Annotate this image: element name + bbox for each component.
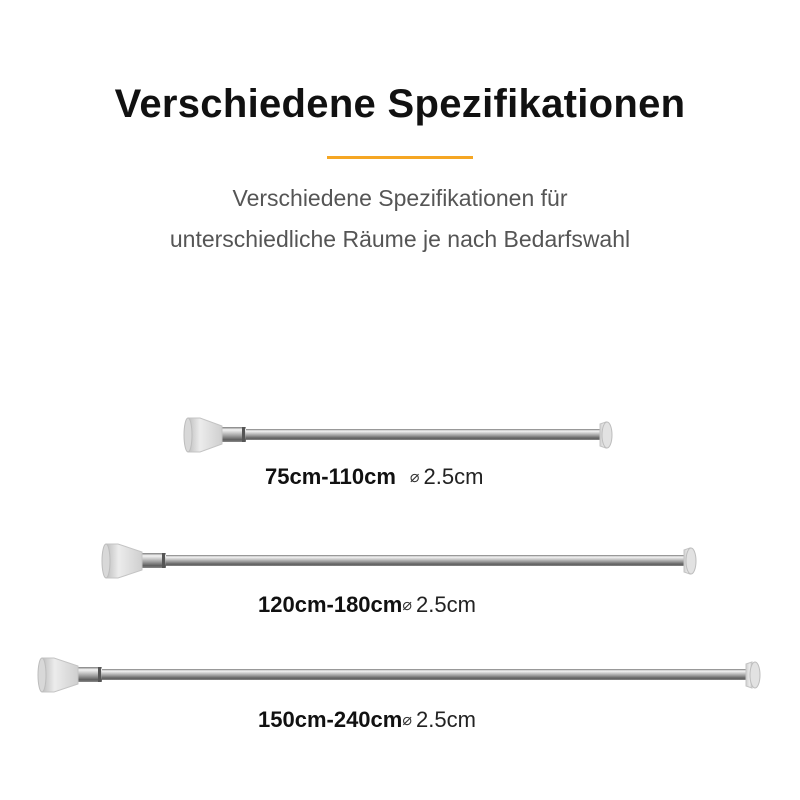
diameter-icon: ⌀ — [402, 712, 412, 729]
rod-size: 120cm-180cm — [258, 592, 403, 617]
rod-label-small — [265, 464, 483, 490]
rod-size: 150cm-240cm — [258, 707, 403, 732]
rod-size: 75cm-110cm — [265, 464, 396, 489]
tension-rod-medium — [100, 540, 702, 584]
rod-diameter: 2.5cm — [415, 707, 476, 732]
diameter-icon: ⌀ — [409, 469, 420, 486]
rod-label-medium — [258, 592, 476, 618]
subtitle-line-2: unterschiedliche Räume je nach Bedarfswahl — [169, 226, 631, 252]
accent-divider — [327, 156, 473, 159]
rod-diameter: 2.5cm — [415, 592, 476, 617]
rod-label-large — [258, 707, 476, 733]
tension-rod-large — [36, 654, 766, 698]
page-title: Verschiedene Spezifikationen — [114, 82, 686, 126]
subtitle-line-1: Verschiedene Spezifikationen für — [232, 185, 568, 211]
diameter-icon: ⌀ — [402, 597, 412, 614]
tension-rod-small — [182, 414, 618, 458]
rod-diameter: 2.5cm — [423, 464, 484, 489]
